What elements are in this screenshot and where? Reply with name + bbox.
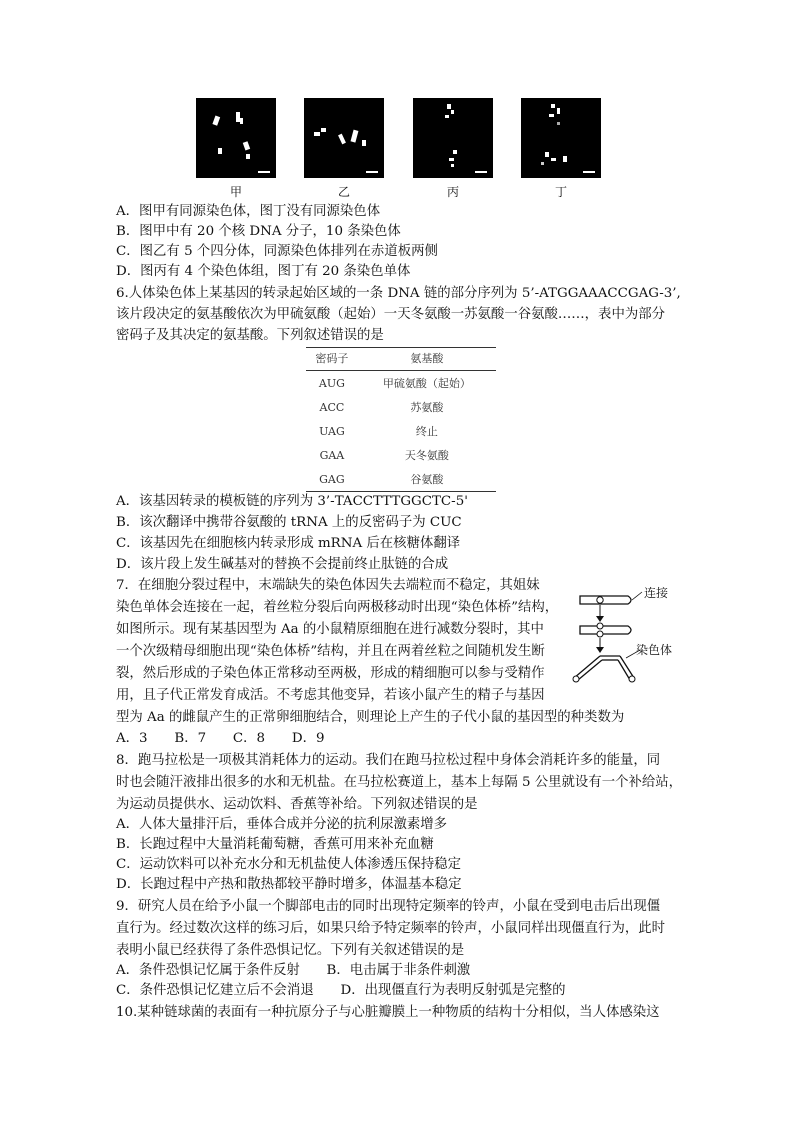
q5-option-b: B．图甲中有 20 个核 DNA 分子，10 条染色体 [116,224,401,239]
codon-cell: GAA [319,448,345,462]
q6-option-b: B．该次翻译中携带谷氨酸的 tRNA 上的反密码子为 CUC [116,515,462,530]
table-row [306,395,496,419]
q7-stem-line: 裂，然后形成的子染色体正常移动至两极，形成的精细胞可以参与受精作 [116,666,545,681]
codon-table [306,347,496,492]
column-header: 氨基酸 [358,348,496,371]
chromosome-bridge-figure [560,586,690,696]
q7-stem-line: 染色单体会连接在一起，着丝粒分裂后向两极移动时出现“染色体桥”结构， [116,600,559,615]
q5-option-c: C．图乙有 5 个四分体，同源染色体排列在赤道板两侧 [116,244,438,259]
q6-option-c: C．该基因先在细胞核内转录形成 mRNA 后在核糖体翻译 [116,536,461,551]
micrograph-bing [413,98,493,178]
micrograph-label-jia: 甲 [229,185,242,199]
q5-option-a: A．图甲有同源染色体，图丁没有同源染色体 [116,204,381,219]
q7-options: A．3 B．7 C．8 D．9 [116,731,325,746]
q6-option-a: A．该基因转录的模板链的序列为 3’-TACCTTTGGCTC-5' [116,494,468,509]
q9-stem-line: 9．研究人员在给予小鼠一个脚部电击的同时出现特定频率的铃声，小鼠在受到电击后出现僵 [116,899,661,914]
micrograph-yi [304,98,384,178]
table-row [306,443,496,467]
micrograph-row [196,98,606,198]
bridge-label-chromosome: 染色体 [636,643,673,657]
q8-option-a: A．人体大量排汗后，垂体合成并分泌的抗利尿激素增多 [116,817,448,832]
q7-stem-line: 如图所示。现有某基因型为 Aa 的小鼠精原细胞在进行减数分裂时，其中 [116,622,544,637]
q5-option-d: D．图丙有 4 个染色体组，图丁有 20 条染色单体 [116,264,411,279]
micrograph-ding [521,98,601,178]
q8-option-b: B．长跑过程中大量消耗葡萄糖，香蕉可用来补充血糖 [116,837,434,852]
micrograph-label-ding: 丁 [554,185,567,199]
q9-stem-line: 直行为。经过数次这样的练习后，如果只给予特定频率的铃声，小鼠同样出现僵直行为，此时 [116,921,666,936]
micrograph-jia [196,98,276,178]
q7-stem-line: 用，且子代正常发育成活。不考虑其他变异，若该小鼠产生的精子与基因 [116,688,545,703]
q8-stem-line: 为运动员提供水、运动饮料、香蕉等补给。下列叙述错误的是 [116,797,478,812]
amino-acid-cell: 苏氨酸 [410,401,444,414]
q9-option-row: C．条件恐惧记忆建立后不会消退 D．出现僵直行为表明反射弧是完整的 [116,983,566,998]
q7-stem-line: 型为 Aa 的雌鼠产生的正常卵细胞结合，则理论上产生的子代小鼠的基因型的种类数为 [116,710,625,725]
codon-cell: AUG [318,376,345,390]
q6-option-d: D．该片段上发生碱基对的替换不会提前终止肽链的合成 [116,557,449,572]
table-row [306,419,496,443]
q8-stem-line: 8．跑马拉松是一项极其消耗体力的运动。我们在跑马拉松过程中身体会消耗许多的能量，同 [116,753,661,768]
q6-stem-line: 密码子及其决定的氨基酸。下列叙述错误的是 [116,328,384,343]
bridge-label-connect: 连接 [644,586,669,600]
amino-acid-cell: 终止 [415,425,438,438]
codon-cell: GAG [306,467,358,492]
amino-acid-cell: 天冬氨酸 [404,449,449,462]
q7-stem-line: 一个次级精母细胞出现“染色体桥”结构，并且在两着丝粒之间随机发生断 [116,644,545,659]
amino-acid-cell: 甲硫氨酸（起始） [382,377,471,390]
micrograph-label-yi: 乙 [337,185,350,199]
table-row [306,467,496,492]
q8-option-d: D．长跑过程中产热和散热都较平静时增多，体温基本稳定 [116,877,462,892]
q10-stem-line: 10.某种链球菌的表面有一种抗原分子与心脏瓣膜上一种物质的结构十分相似，当人体感染这 [116,1005,660,1020]
table-row [306,371,496,396]
q9-stem-line: 表明小鼠已经获得了条件恐惧记忆。下列有关叙述错误的是 [116,943,465,958]
q7-stem-line: 7．在细胞分裂过程中，末端缺失的染色体因失去端粒而不稳定，其姐妹 [116,578,540,593]
q6-stem-line: 该片段决定的氨基酸依次为甲硫氨酸（起始）一天冬氨酸一苏氨酸一谷氨酸……，表中为部分 [116,307,666,322]
micrograph-label-bing: 丙 [446,185,459,199]
codon-cell: UAG [319,424,345,438]
amino-acid-cell: 谷氨酸 [358,467,496,492]
q9-option-row: A．条件恐惧记忆属于条件反射 B．电击属于非条件刺激 [116,963,471,978]
column-header: 密码子 [306,348,358,371]
q6-stem-line: 6.人体染色体上某基因的转录起始区域的一条 DNA 链的部分序列为 5’-ATGGAAACCGAG-3’, [116,286,681,301]
q8-stem-line: 时也会随汗液排出很多的水和无机盐。在马拉松赛道上，基本上每隔 5 公里就设有一个补给站， [116,775,683,790]
codon-cell: ACC [319,400,345,414]
q8-option-c: C．运动饮料可以补充水分和无机盐使人体渗透压保持稳定 [116,857,462,872]
table-header-row [306,348,496,371]
